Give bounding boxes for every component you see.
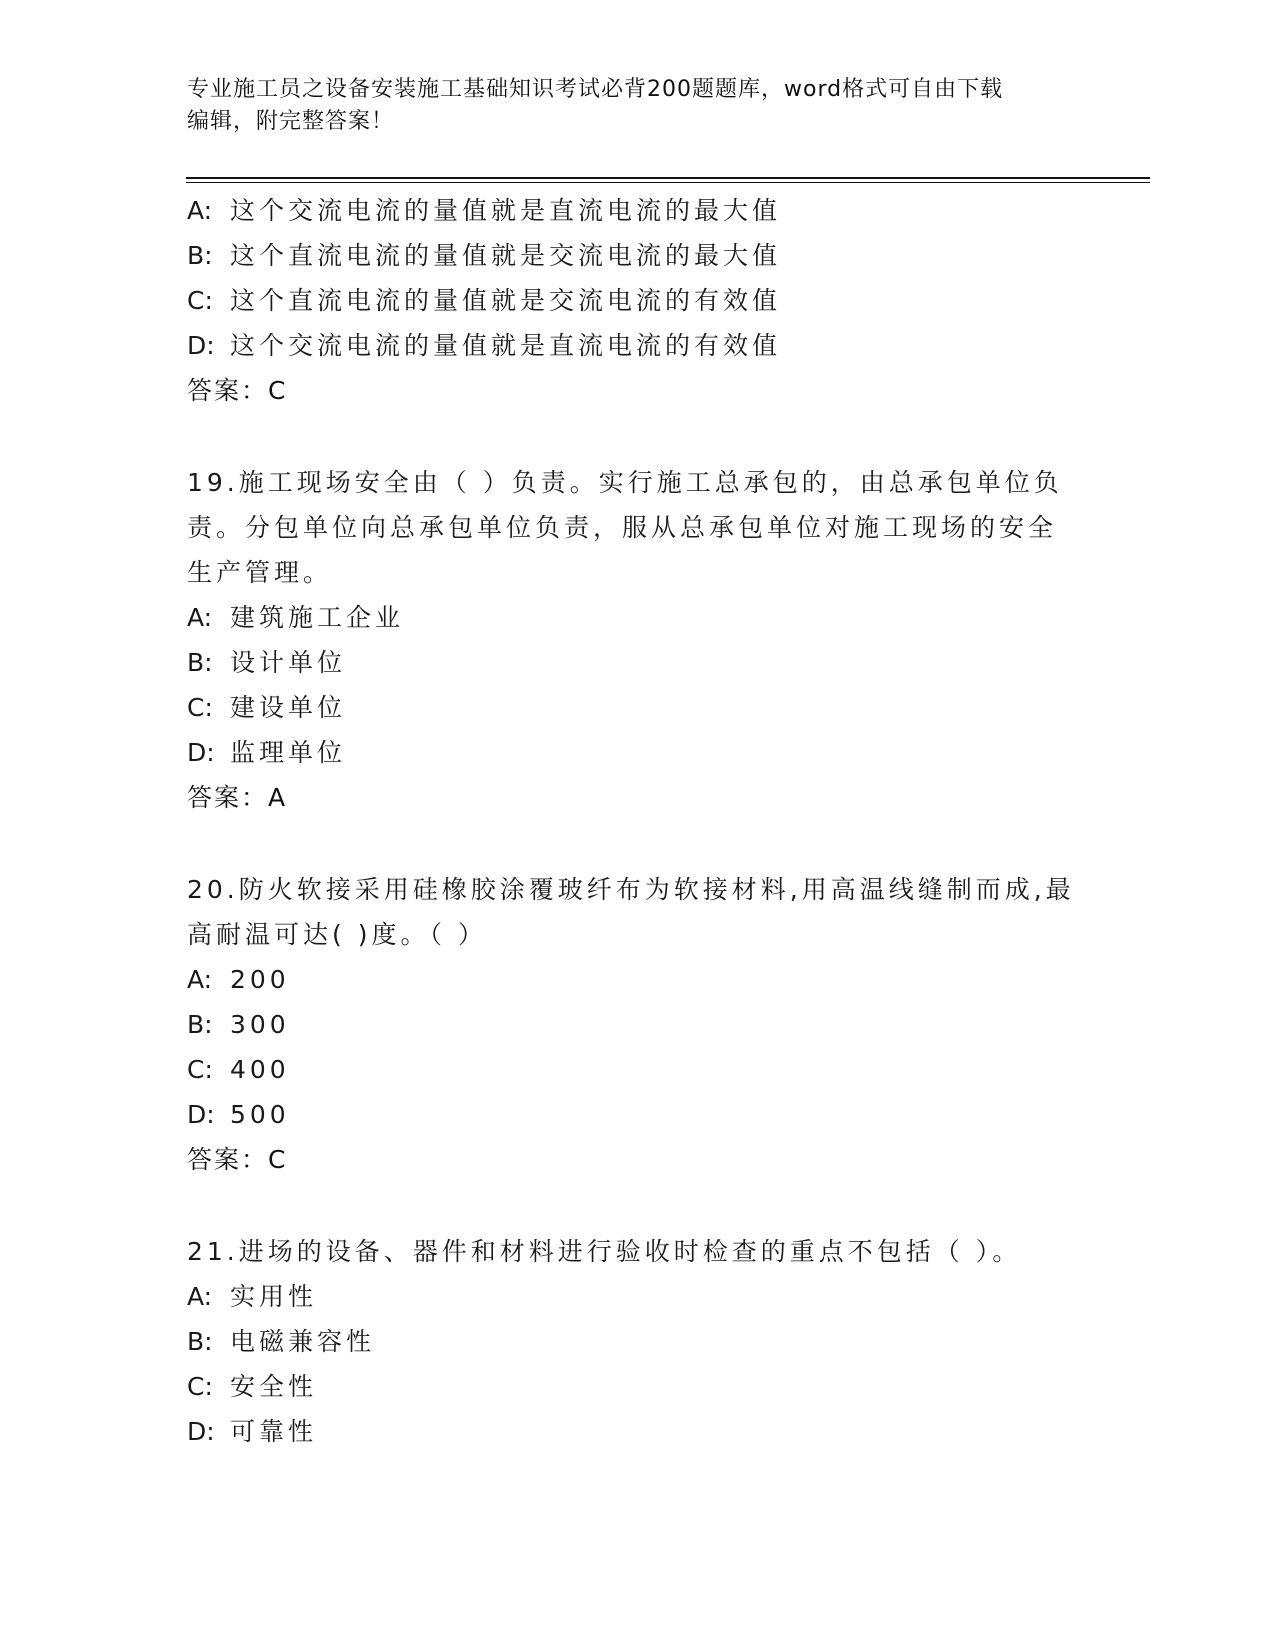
option-d [187,730,1087,775]
option-d [187,1092,1087,1137]
option-key: D: [187,331,215,360]
question-21 [187,1229,1087,1454]
option-key: A: [187,603,213,632]
question-text-line: 责。分包单位向总承包单位负责，服从总承包单位对施工现场的安全 [187,513,1058,542]
option-text: 这个交流电流的量值就是直流电流的有效值 [230,331,782,360]
option-b [187,1002,1087,1047]
option-key: B: [187,241,213,270]
option-key: D: [187,1100,215,1129]
header-line-2: 编辑，附完整答案！ [187,109,395,134]
option-key: B: [187,1010,213,1039]
option-c [187,278,1087,323]
option-d [187,323,1087,368]
option-d [187,1409,1087,1454]
question-text-line: 20.防火软接采用硅橡胶涂覆玻纤布为软接材料,用高温线缝制而成,最 [187,875,1075,904]
header-rule-thick [186,177,1150,179]
option-key: C: [187,1055,213,1084]
answer-line: 答案：C [187,376,288,405]
option-c [187,685,1087,730]
option-a [187,1274,1087,1319]
question-text-line: 21.进场的设备、器件和材料进行验收时检查的重点不包括（ ）。 [187,1237,1022,1266]
option-a [187,595,1087,640]
question-list [187,188,1087,1454]
question-text-line: 生产管理。 [187,558,333,587]
option-key: A: [187,965,213,994]
option-a [187,957,1087,1002]
answer-line: 答案：C [187,1145,288,1174]
option-key: B: [187,1327,213,1356]
option-key: A: [187,196,213,225]
option-text: 安全性 [230,1372,318,1401]
option-text: 400 [230,1055,290,1084]
option-a [187,188,1087,233]
option-c [187,1364,1087,1409]
option-text: 这个直流电流的量值就是交流电流的最大值 [230,241,782,270]
option-text: 200 [230,965,290,994]
option-key: A: [187,1282,213,1311]
question-text-line: 高耐温可达( )度。（ ） [187,920,487,949]
option-text: 监理单位 [230,738,347,767]
option-key: C: [187,286,213,315]
option-text: 这个直流电流的量值就是交流电流的有效值 [230,286,782,315]
option-key: C: [187,693,213,722]
question-19 [187,460,1087,820]
option-text: 这个交流电流的量值就是直流电流的最大值 [230,196,782,225]
option-text: 实用性 [230,1282,318,1311]
option-text: 电磁兼容性 [230,1327,376,1356]
option-text: 可靠性 [230,1417,318,1446]
option-b [187,640,1087,685]
question-18-continued [187,188,1087,413]
option-b [187,1319,1087,1364]
question-20 [187,867,1087,1182]
option-key: D: [187,1417,215,1446]
option-text: 建筑施工企业 [230,603,405,632]
header-line-1: 专业施工员之设备安装施工基础知识考试必背200题题库，word格式可自由下载 [187,77,1004,102]
option-text: 设计单位 [230,648,347,677]
option-text: 300 [230,1010,290,1039]
option-c [187,1047,1087,1092]
document-header [187,74,1087,138]
option-key: B: [187,648,213,677]
question-text-line: 19.施工现场安全由（ ）负责。实行施工总承包的，由总承包单位负 [187,468,1063,497]
option-text: 建设单位 [230,693,347,722]
option-key: C: [187,1372,213,1401]
option-b [187,233,1087,278]
option-key: D: [187,738,215,767]
header-rule-thin [186,182,1150,183]
answer-line: 答案：A [187,783,288,812]
option-text: 500 [230,1100,290,1129]
